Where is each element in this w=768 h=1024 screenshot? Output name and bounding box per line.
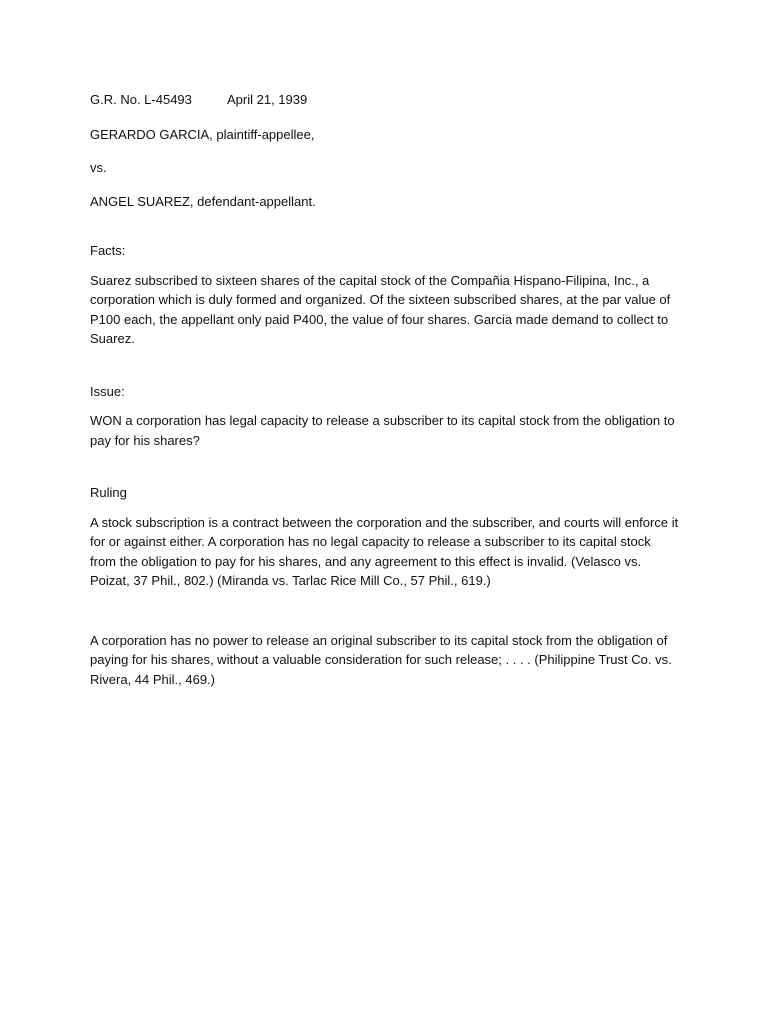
plaintiff-line: GERARDO GARCIA, plaintiff-appellee, bbox=[90, 126, 315, 142]
ruling-paragraph-2: A corporation has no power to release an original subscriber to its capital stock from the obligation of paying for his shares, without a valuable consideration for such release; . . . . (Philippine Trust Co. vs. Rivera, 44 Phil., 469.) bbox=[90, 632, 672, 687]
case-header bbox=[90, 90, 680, 110]
ruling-paragraph-1: A stock subscription is a contract between the corporation and the subscriber, and courts will enforce it for or against either. A corporation has no legal capacity to release a subscriber to its capital stock from the obligation to pay for his shares, and any agreement to this effect is invalid. (Velasco vs. Poizat, 37 Phil., 802.) (Miranda vs. Tarlac Rice Mill Co., 57 Phil., 619.) bbox=[90, 514, 679, 588]
facts-paragraph: Suarez subscribed to sixteen shares of the capital stock of the Compañia Hispano-Filipina, Inc., a corporation which is duly formed and organized. Of the sixteen subscribed shares, at the par value of P100 each, the appellant only paid P400, the value of four shares. Garcia made demand to collect to Suarez. bbox=[90, 272, 671, 346]
case-number: G.R. No. L-45493 bbox=[90, 92, 192, 107]
versus-line: vs. bbox=[90, 160, 107, 175]
issue-heading: Issue: bbox=[90, 383, 125, 399]
facts-heading: Facts: bbox=[90, 243, 126, 258]
document-page bbox=[90, 90, 680, 689]
defendant-line: ANGEL SUAREZ, defendant-appellant. bbox=[90, 193, 316, 209]
case-date: April 21, 1939 bbox=[227, 92, 308, 107]
ruling-heading: Ruling bbox=[90, 485, 127, 500]
issue-paragraph: WON a corporation has legal capacity to release a subscriber to its capital stock from the obligation to pay for his shares? bbox=[90, 413, 675, 448]
